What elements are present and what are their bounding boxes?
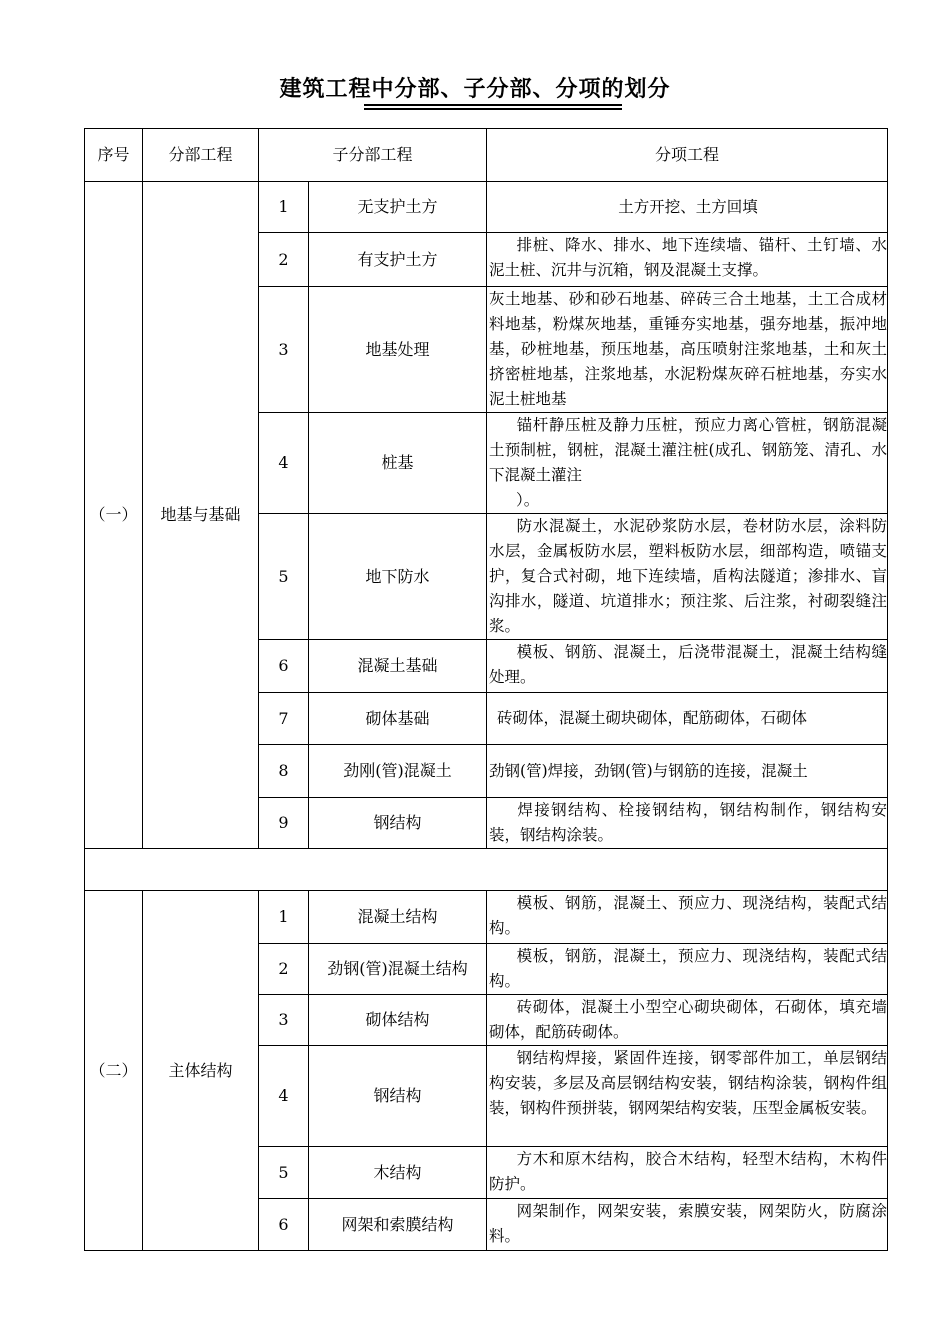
item-cell xyxy=(487,995,888,1046)
item-cell xyxy=(487,798,888,849)
item-cell xyxy=(487,233,888,287)
subdivision-name: 混凝土结构 xyxy=(309,891,487,944)
header-division: 分部工程 xyxy=(143,129,259,182)
header-items: 分项工程 xyxy=(487,129,888,182)
item-cell xyxy=(487,413,888,514)
item-text: 模板、钢筋、混凝土，后浇带混凝土，混凝土结构缝处理。 xyxy=(489,643,888,686)
item-cell xyxy=(487,1046,888,1147)
subdivision-name: 有支护土方 xyxy=(309,233,487,287)
header-seq: 序号 xyxy=(85,129,143,182)
header-subdivision: 子分部工程 xyxy=(259,129,487,182)
item-text: 网架制作，网架安装，索膜安装，网架防火，防腐涂料。 xyxy=(489,1202,888,1245)
subdivision-name: 网架和索膜结构 xyxy=(309,1199,487,1251)
subdivision-name: 钢结构 xyxy=(309,798,487,849)
row-number: 2 xyxy=(259,233,309,287)
subdivision-name: 劲钢(管)混凝土结构 xyxy=(309,944,487,995)
section-division: 主体结构 xyxy=(143,891,259,1251)
section-seq: （一） xyxy=(85,182,143,849)
title-underline xyxy=(364,104,622,106)
division-table xyxy=(84,128,888,1251)
row-number: 1 xyxy=(259,891,309,944)
item-cell xyxy=(487,891,888,944)
row-number: 5 xyxy=(259,1147,309,1199)
item-text: 焊接钢结构、栓接钢结构，钢结构制作，钢结构安装，钢结构涂装。 xyxy=(489,801,888,844)
item-cell xyxy=(487,693,888,745)
row-number: 9 xyxy=(259,798,309,849)
subdivision-name: 砌体结构 xyxy=(309,995,487,1046)
subdivision-name: 劲刚(管)混凝土 xyxy=(309,745,487,798)
row-number: 4 xyxy=(259,413,309,514)
row-number: 5 xyxy=(259,514,309,640)
subdivision-name: 混凝土基础 xyxy=(309,640,487,693)
item-cell xyxy=(487,640,888,693)
subdivision-name: 砌体基础 xyxy=(309,693,487,745)
section-division: 地基与基础 xyxy=(143,182,259,849)
item-text: 砖砌体，混凝土小型空心砌块砌体，石砌体，填充墙砌体，配筋砖砌体。 xyxy=(489,998,888,1041)
item-cell xyxy=(487,1147,888,1199)
header-row xyxy=(85,129,888,182)
subdivision-name: 钢结构 xyxy=(309,1046,487,1147)
item-text: 劲钢(管)焊接，劲钢(管)与钢筋的连接，混凝土 xyxy=(487,745,888,798)
row-number: 3 xyxy=(259,287,309,413)
item-cell xyxy=(487,944,888,995)
table-row xyxy=(85,891,888,944)
row-number: 4 xyxy=(259,1046,309,1147)
item-text: 模板，钢筋，混凝土，预应力、现浇结构，装配式结构。 xyxy=(489,947,888,990)
item-text: 模板、钢筋，混凝土、预应力、现浇结构，装配式结构。 xyxy=(489,894,888,937)
title-underline xyxy=(364,108,622,110)
item-cell xyxy=(487,1199,888,1251)
subdivision-name: 无支护土方 xyxy=(309,182,487,233)
row-number: 6 xyxy=(259,1199,309,1251)
item-text: 方木和原木结构，胶合木结构，轻型木结构，木构件防护。 xyxy=(489,1150,888,1193)
subdivision-name: 桩基 xyxy=(309,413,487,514)
section-seq: （二） xyxy=(85,891,143,1251)
item-text: 土方开挖、土方回填 xyxy=(487,182,888,233)
item-text: 灰土地基、砂和砂石地基、碎砖三合土地基，土工合成材料地基，粉煤灰地基，重锤夯实地基，强夯地基，振冲地基，砂桩地基，预压地基，高压喷射注浆地基，土和灰土挤密桩地基，注浆地基，水泥粉煤灰碎石桩地基，夯实水泥土桩地基 xyxy=(487,287,888,413)
row-number: 3 xyxy=(259,995,309,1046)
empty-cell xyxy=(85,849,888,891)
item-text: 排桩、降水、排水、地下连续墙、锚杆、土钉墙、水泥土桩、沉井与沉箱，钢及混凝土支撑。 xyxy=(489,236,888,279)
item-text: 钢结构焊接，紧固件连接，钢零部件加工，单层钢结构安装，多层及高层钢结构安装，钢结构涂装，钢构件组装，钢构件预拼装，钢网架结构安装，压型金属板安装。 xyxy=(489,1049,888,1117)
page-title: 建筑工程中分部、子分部、分项的划分 xyxy=(279,77,671,102)
row-number: 2 xyxy=(259,944,309,995)
subdivision-name: 地下防水 xyxy=(309,514,487,640)
item-text: 锚杆静压桩及静力压桩，预应力离心管桩，钢筋混凝土预制桩，钢桩，混凝土灌注桩(成孔、钢筋笼、清孔、水下混凝土灌注 xyxy=(489,416,888,484)
row-number: 1 xyxy=(259,182,309,233)
row-number: 7 xyxy=(259,693,309,745)
item-text: 砖砌体，混凝土砌块砌体，配筋砌体，石砌体 xyxy=(497,709,808,727)
table-row xyxy=(85,182,888,233)
subdivision-name: 地基处理 xyxy=(309,287,487,413)
item-cell xyxy=(487,514,888,640)
item-text-tail: ）。 xyxy=(516,491,540,509)
item-text: 防水混凝土，水泥砂浆防水层，卷材防水层，涂料防水层，金属板防水层，塑料板防水层，细部构造，喷锚支护，复合式衬砌，地下连续墙，盾构法隧道；渗排水、盲沟排水，隧道、坑道排水；预注浆、后注浆，衬砌裂缝注浆。 xyxy=(489,517,888,635)
spacer-row xyxy=(85,849,888,891)
row-number: 6 xyxy=(259,640,309,693)
subdivision-name: 木结构 xyxy=(309,1147,487,1199)
row-number: 8 xyxy=(259,745,309,798)
